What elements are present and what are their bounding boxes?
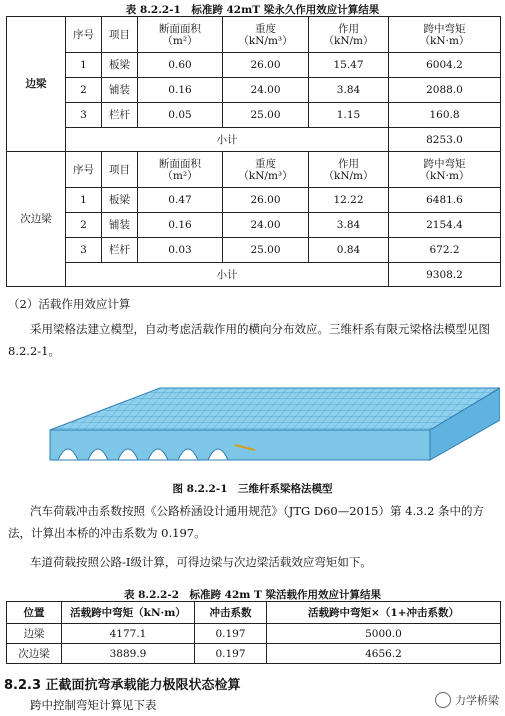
cell: 26.00 (223, 53, 309, 78)
cell: 边梁 (7, 624, 62, 644)
paragraph-model: 采用梁格法建立模型，自动考虑活载作用的横向分布效应。三维杆系有限元梁格法模型见图 8.2.2-1。 (8, 322, 490, 358)
watermark-text: 力学桥梁 (455, 694, 499, 707)
subtotal-label: 小计 (66, 128, 389, 152)
cell: 栏杆 (102, 238, 138, 263)
header-cell: 序号 (66, 17, 102, 53)
cell: 4656.2 (267, 644, 501, 664)
header-cell: 序号 (66, 152, 102, 188)
cell: 3 (66, 238, 102, 263)
table1-caption: 表 8.2.2-1 标准跨 42mT 梁永久作用效应计算结果 (125, 4, 380, 16)
header-cell: 作用 （kN/m） (309, 17, 389, 53)
group2-label: 次边梁 (7, 152, 66, 287)
cell: 3.84 (309, 213, 389, 238)
header-cell: 活载跨中弯矩（kN·m） (62, 602, 195, 624)
cell: 0.05 (138, 103, 223, 128)
cell: 1.15 (309, 103, 389, 128)
paragraph-partial: 跨中控制弯矩计算见下表 (30, 698, 157, 712)
header-cell: 位置 (7, 602, 62, 624)
cell: 5000.0 (267, 624, 501, 644)
cell: 0.03 (138, 238, 223, 263)
table-row (7, 213, 501, 238)
group1-label: 边梁 (7, 17, 66, 152)
cell: 0.60 (138, 53, 223, 78)
table-row (7, 78, 501, 103)
cell: 6481.6 (389, 188, 501, 213)
subtotal-label: 小计 (66, 263, 389, 287)
header-cell: 作用 （kN/m） (309, 152, 389, 188)
table2 (6, 601, 501, 664)
cell: 160.8 (389, 103, 501, 128)
cell: 3889.9 (62, 644, 195, 664)
header-cell: 冲击系数 (195, 602, 267, 624)
cell: 3.84 (309, 78, 389, 103)
section-heading-live-load: （2）活载作用效应计算 (8, 297, 131, 311)
cell: 12.22 (309, 188, 389, 213)
cell: 0.16 (138, 213, 223, 238)
cell: 板梁 (102, 188, 138, 213)
header-cell: 断面面积 （m²） (138, 17, 223, 53)
cell: 1 (66, 53, 102, 78)
cell: 0.197 (195, 624, 267, 644)
table1 (6, 16, 501, 287)
header-cell: 项目 (102, 17, 138, 53)
cell: 672.2 (389, 238, 501, 263)
cell: 3 (66, 103, 102, 128)
wechat-icon (435, 692, 451, 708)
section-heading-823: 8.2.3 正截面抗弯承载能力极限状态检算 (4, 678, 241, 693)
table-row (7, 644, 501, 664)
paragraph-impact: 汽车荷载冲击系数按照《公路桥涵设计通用规范》（JTG D60—2015）第 4.3.2 条中的方法，计算出本桥的冲击系数为 0.197。 (8, 504, 485, 540)
cell: 25.00 (223, 238, 309, 263)
subtotal-row (7, 128, 501, 152)
cell: 0.84 (309, 238, 389, 263)
header-cell: 跨中弯矩 （kN·m） (389, 17, 501, 53)
header-cell: 跨中弯矩 （kN·m） (389, 152, 501, 188)
subtotal-value: 9308.2 (389, 263, 501, 287)
cell: 2154.4 (389, 213, 501, 238)
subtotal-value: 8253.0 (389, 128, 501, 152)
cell: 15.47 (309, 53, 389, 78)
cell: 2 (66, 78, 102, 103)
subtotal-row (7, 263, 501, 287)
figure-caption: 图 8.2.2-1 三维杆系梁格法模型 (172, 483, 333, 495)
cell: 栏杆 (102, 103, 138, 128)
cell: 次边梁 (7, 644, 62, 664)
table2-caption: 表 8.2.2-2 标准跨 42m T 梁活载作用效应计算结果 (123, 589, 382, 601)
cell: 板梁 (102, 53, 138, 78)
cell: 25.00 (223, 103, 309, 128)
table-row (7, 53, 501, 78)
header-cell: 重度 （kN/m³） (223, 17, 309, 53)
table-row (7, 238, 501, 263)
cell: 4177.1 (62, 624, 195, 644)
cell: 24.00 (223, 78, 309, 103)
cell: 0.47 (138, 188, 223, 213)
cell: 26.00 (223, 188, 309, 213)
cell: 2088.0 (389, 78, 501, 103)
cell: 2 (66, 213, 102, 238)
cell: 24.00 (223, 213, 309, 238)
header-cell: 断面面积 （m²） (138, 152, 223, 188)
header-cell: 重度 （kN/m³） (223, 152, 309, 188)
cell: 0.16 (138, 78, 223, 103)
cell: 铺装 (102, 78, 138, 103)
table-row (7, 624, 501, 644)
paragraph-lane-load: 车道荷载按照公路-I级计算，可得边梁与次边梁活载效应弯矩如下。 (30, 555, 372, 569)
cell: 0.197 (195, 644, 267, 664)
watermark (435, 692, 499, 708)
cell: 1 (66, 188, 102, 213)
cell: 铺装 (102, 213, 138, 238)
header-cell: 项目 (102, 152, 138, 188)
header-cell: 活载跨中弯矩×（1+冲击系数） (267, 602, 501, 624)
grillage-model-figure (30, 380, 500, 490)
table-row (7, 103, 501, 128)
cell: 6004.2 (389, 53, 501, 78)
table-row (7, 188, 501, 213)
